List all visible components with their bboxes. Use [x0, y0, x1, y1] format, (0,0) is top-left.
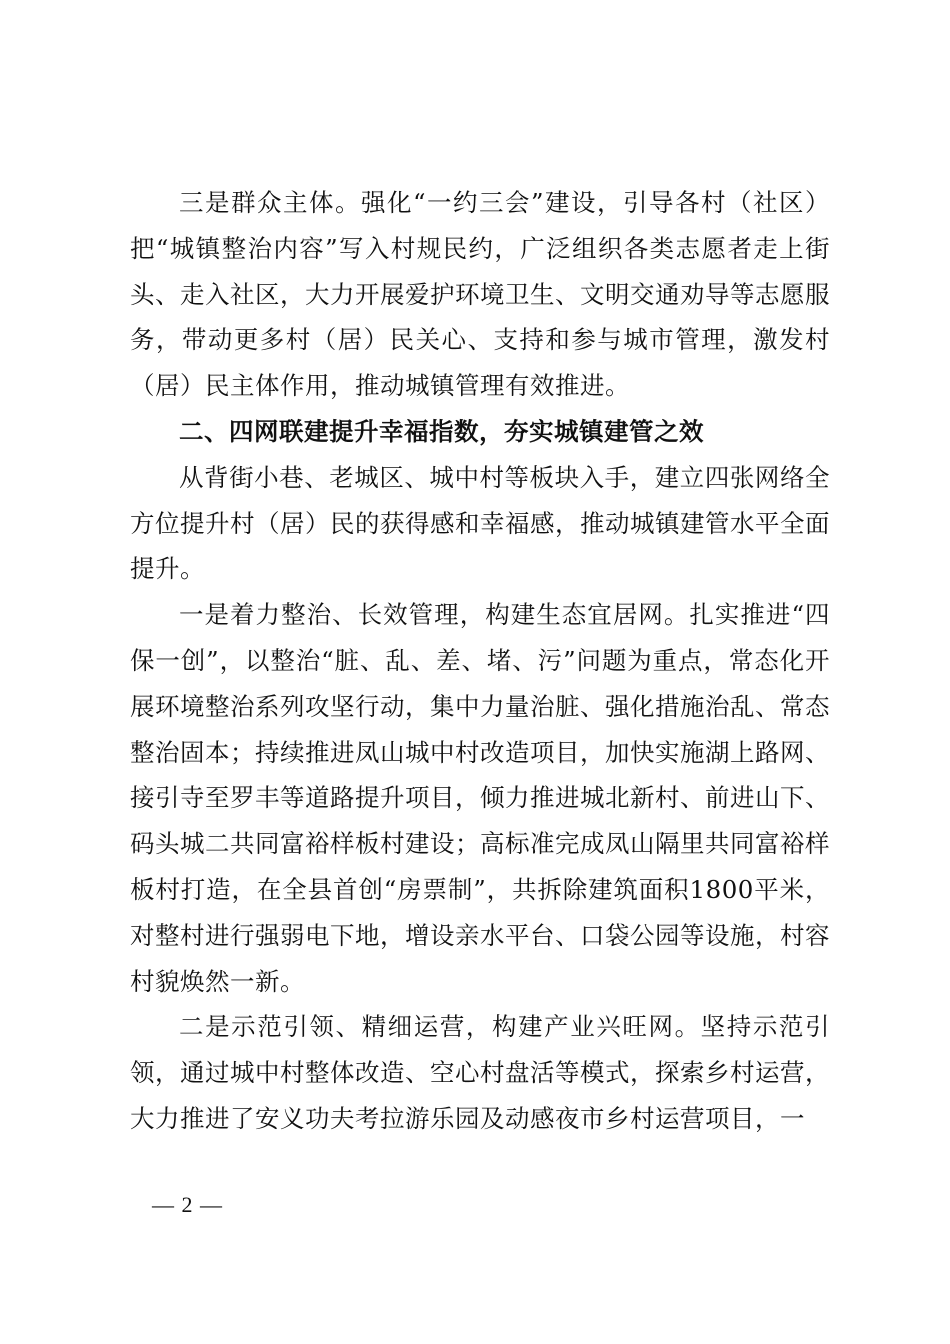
paragraph-mass-participation: 三是群众主体。强化“一约三会”建设，引导各村（社区）把“城镇整治内容”写入村规民约，广泛组织各类志愿者走上街头、走入社区，大力开展爱护环境卫生、文明交通劝导等志愿服务，带动更多村（居）民关心、支持和参与城市管理，激发村（居）民主体作用，推动城镇管理有效推进。 — [130, 188, 830, 401]
paragraph-section-intro: 从背街小巷、老城区、城中村等板块入手，建立四张网络全方位提升村（居）民的获得感和幸福感，推动城镇建管水平全面提升。 — [130, 462, 830, 584]
page-number: — 2 — — [152, 1192, 223, 1217]
section-heading-four-networks: 二、四网联建提升幸福指数，夯实城镇建管之效 — [179, 416, 704, 446]
paragraph-industry-network: 二是示范引领、精细运营，构建产业兴旺网。坚持示范引领，通过城中村整体改造、空心村盘活等模式，探索乡村运营，大力推进了安义功夫考拉游乐园及动感夜市乡村运营项目，一 — [130, 1012, 830, 1133]
paragraph-eco-livable-network: 一是着力整治、长效管理，构建生态宜居网。扎实推进“四保一创”，以整治“脏、乱、差、堵、污”问题为重点，常态化开展环境整治系列攻坚行动，集中力量治脏、强化措施治乱、常态整治固本；持续推进凤山城中村改造项目，加快实施湖上路网、接引寺至罗丰等道路提升项目，倾力推进城北新村、前进山下、码头城二共同富裕样板村建设；高标准完成凤山隔里共同富裕样板村打造，在全县首创“房票制”，共拆除建筑面积1800平米，对整村进行强弱电下地，增设亲水平台、口袋公园等设施，村容村貌焕然一新。 — [130, 600, 830, 996]
document-body — [130, 180, 830, 1142]
